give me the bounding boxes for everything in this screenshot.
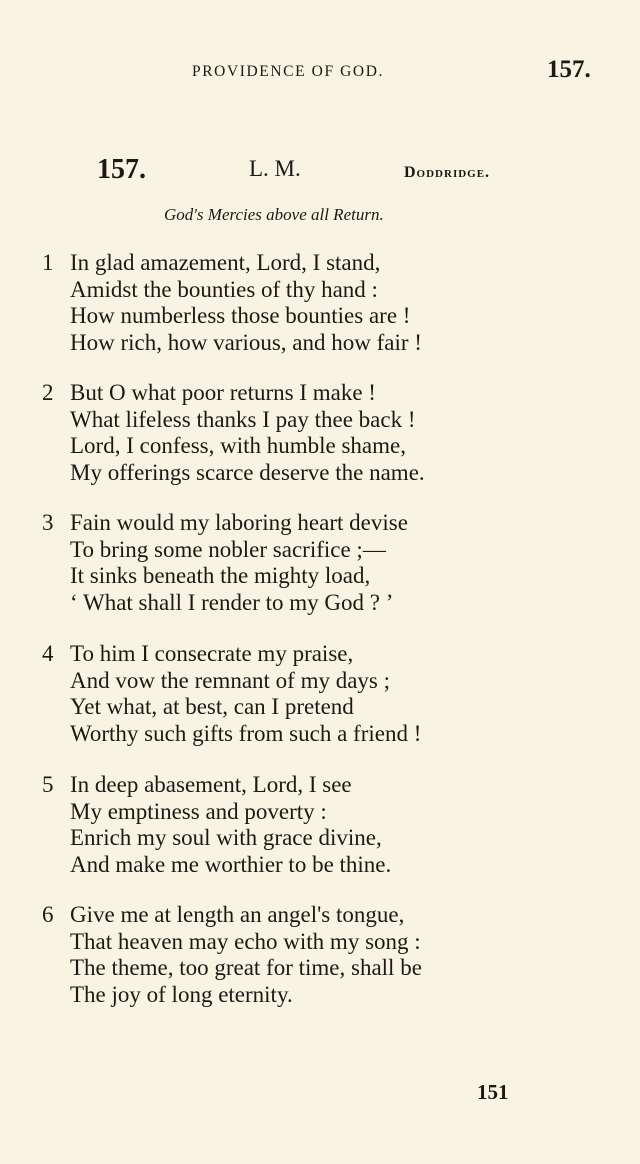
stanza-line: The theme, too great for time, shall be: [70, 955, 422, 980]
stanza-line: In deep abasement, Lord, I see: [70, 772, 352, 797]
stanza-line: But O what poor returns I make !: [70, 380, 376, 405]
stanza-line: ‘ What shall I render to my God ? ’: [70, 589, 394, 615]
stanza-number: 6: [42, 902, 54, 927]
stanza-line: Lord, I confess, with humble shame,: [70, 433, 406, 458]
stanza-line: And make me worthier to be thine.: [70, 851, 392, 877]
stanza-line: Fain would my laboring heart devise: [70, 510, 408, 535]
stanza-line: And vow the remnant of my days ;: [70, 667, 391, 693]
stanza-number: 5: [42, 772, 54, 797]
stanza-number: 4: [42, 641, 54, 666]
hymn-number: 157.: [97, 154, 146, 185]
hymn-meter: L. M.: [249, 156, 301, 181]
stanza-number: 1: [42, 250, 54, 275]
stanza-line: Enrich my soul with grace divine,: [70, 825, 382, 850]
running-title: PROVIDENCE OF GOD.: [192, 63, 384, 80]
stanza-line: To him I consecrate my praise,: [70, 641, 354, 666]
stanza-line: That heaven may echo with my song :: [70, 928, 421, 954]
stanza-number: 3: [42, 510, 54, 535]
stanza-line: To bring some nobler sacrifice ;—: [70, 536, 386, 562]
page-number-bottom: 151: [477, 1080, 509, 1104]
page-number-top: 157.: [547, 56, 591, 83]
stanza-line: My emptiness and poverty :: [70, 798, 327, 824]
stanza-line: How rich, how various, and how fair !: [70, 329, 422, 355]
stanza-line: Give me at length an angel's tongue,: [70, 902, 405, 927]
stanza-number: 2: [42, 380, 54, 405]
stanza-line: My offerings scarce deserve the name.: [70, 459, 425, 485]
stanza-line: In glad amazement, Lord, I stand,: [70, 250, 381, 275]
stanza-line: The joy of long eternity.: [70, 981, 293, 1007]
stanza-line: Yet what, at best, can I pretend: [70, 694, 354, 719]
hymn-title: God's Mercies above all Return.: [164, 205, 384, 224]
stanza-line: How numberless those bounties are !: [70, 303, 411, 328]
stanza-line: Worthy such gifts from such a friend !: [70, 720, 422, 746]
stanza-line: Amidst the bounties of thy hand :: [70, 276, 378, 302]
stanza-line: It sinks beneath the mighty load,: [70, 563, 371, 588]
hymn-author: Doddridge.: [404, 164, 491, 181]
stanza-line: What lifeless thanks I pay thee back !: [70, 406, 416, 432]
